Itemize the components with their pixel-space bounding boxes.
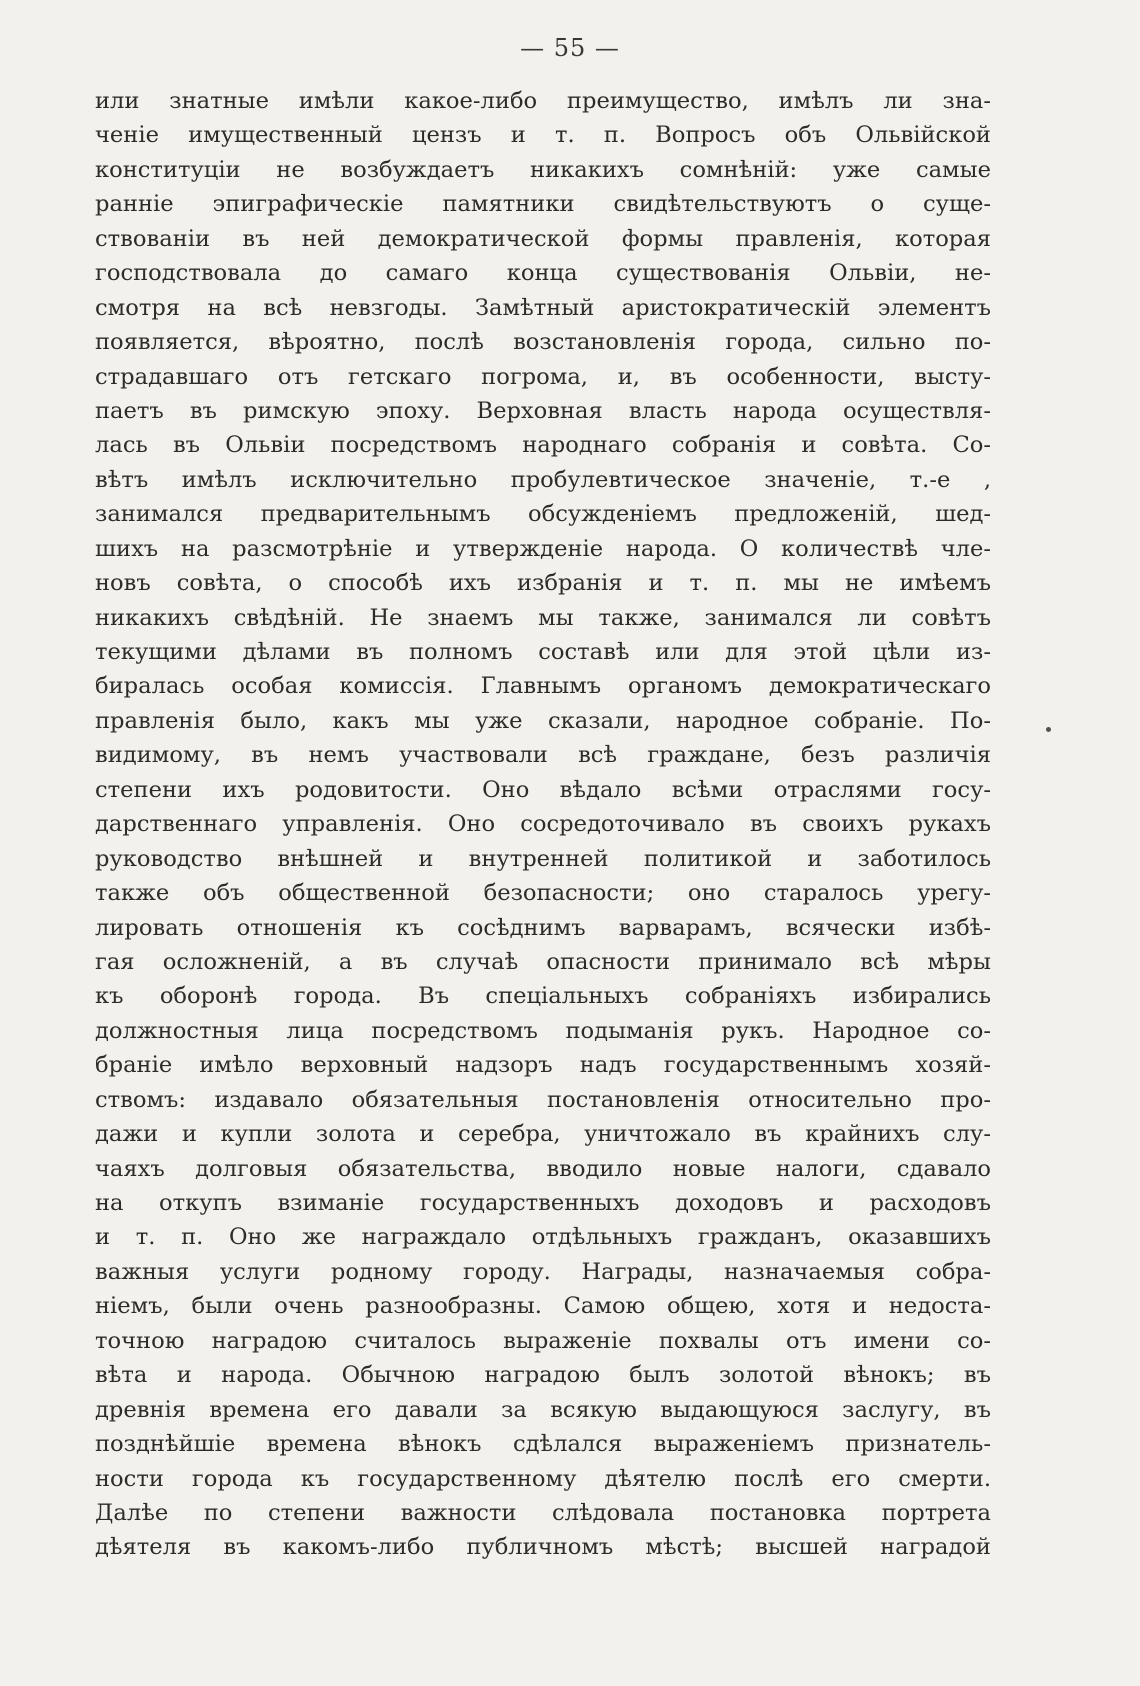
text-line: также объ общественной безопасности; оно старалось урегу-	[95, 880, 991, 907]
text-line: должностныя лица посредствомъ подыманія рукъ. Народное со-	[95, 1017, 991, 1044]
text-line: никакихъ свѣдѣній. Не знаемъ мы также, занимался ли совѣтъ	[95, 604, 991, 631]
text-line: видимому, въ немъ участвовали всѣ граждане, безъ различія	[95, 742, 991, 769]
text-line: вѣтъ имѣлъ исключительно пробулевтическое значеніе, т.-е ,	[95, 466, 991, 493]
text-line: лась въ Ольвіи посредствомъ народнаго собранія и совѣта. Со-	[95, 432, 991, 459]
text-line: позднѣйшіе времена вѣнокъ сдѣлался выраженіемъ признатель-	[95, 1431, 991, 1458]
text-line: Далѣе по степени важности слѣдовала постановка портрета	[95, 1499, 991, 1526]
text-line: или знатные имѣли какое-либо преимущество, имѣлъ ли зна-	[95, 88, 991, 114]
text-line: руководство внѣшней и внутренней политикой и заботилось	[95, 845, 991, 872]
text-line: страдавшаго отъ гетскаго погрома, и, въ особенности, высту-	[95, 363, 991, 390]
text-line: ранніе эпиграфическіе памятники свидѣтельствуютъ о суще-	[95, 191, 991, 218]
text-line: конституціи не возбуждаетъ никакихъ сомнѣній: уже самые	[95, 156, 991, 183]
text-line: ствованіи въ ней демократической формы правленія, которая	[95, 225, 991, 252]
text-line: шихъ на разсмотрѣніе и утвержденіе народа. О количествѣ чле-	[95, 535, 991, 562]
text-line: ніемъ, были очень разнообразны. Самою общею, хотя и недоста-	[95, 1293, 991, 1320]
text-line: на откупъ взиманіе государственныхъ доходовъ и расходовъ	[95, 1190, 991, 1216]
text-line: ности города къ государственному дѣятелю послѣ его смерти.	[95, 1465, 991, 1492]
text-line: важныя услуги родному городу. Награды, назначаемыя собра-	[95, 1258, 991, 1285]
text-line: дѣятеля въ какомъ-либо публичномъ мѣстѣ; высшей наградой	[95, 1534, 991, 1561]
text-line: гая осложненій, а въ случаѣ опасности принимало всѣ мѣры	[95, 948, 991, 975]
body-text	[95, 84, 991, 1565]
text-line: браніе имѣло верховный надзоръ надъ государственнымъ хозяй-	[95, 1052, 991, 1079]
text-line: дажи и купли золота и серебра, уничтожало въ крайнихъ слу-	[95, 1121, 991, 1148]
margin-speck	[1046, 727, 1051, 732]
text-line: занимался предварительнымъ обсужденіемъ предложеній, шед-	[95, 501, 991, 528]
text-line: чаяхъ долговыя обязательства, вводило новые налоги, сдавало	[95, 1155, 991, 1182]
text-line: лировать отношенія къ сосѣднимъ варварамъ, всячески избѣ-	[95, 914, 991, 941]
text-line: появляется, вѣроятно, послѣ возстановленія города, сильно по-	[95, 329, 991, 356]
text-line: къ оборонѣ города. Въ спеціальныхъ собраніяхъ избирались	[95, 983, 991, 1010]
text-line: смотря на всѣ невзгоды. Замѣтный аристократическій элементъ	[95, 294, 991, 321]
text-line: господствовала до самаго конца существованія Ольвіи, не-	[95, 260, 991, 287]
text-line: правленія было, какъ мы уже сказали, народное собраніе. По-	[95, 707, 991, 734]
text-line: вѣта и народа. Обычною наградою былъ золотой вѣнокъ; въ	[95, 1362, 991, 1389]
text-line: и т. п. Оно же награждало отдѣльныхъ гражданъ, оказавшихъ	[95, 1224, 991, 1251]
text-line: древнія времена его давали за всякую выдающуюся заслугу, въ	[95, 1396, 991, 1423]
text-line: новъ совѣта, о способѣ ихъ избранія и т. п. мы не имѣемъ	[95, 570, 991, 597]
text-line: дарственнаго управленія. Оно сосредоточивало въ своихъ рукахъ	[95, 811, 991, 838]
page-number: — 55 —	[520, 34, 620, 62]
text-line: текущими дѣлами въ полномъ составѣ или для этой цѣли из-	[95, 639, 991, 665]
text-line: степени ихъ родовитости. Оно вѣдало всѣми отраслями госу-	[95, 776, 991, 803]
text-line: биралась особая комиссія. Главнымъ органомъ демократическаго	[95, 673, 991, 700]
text-line: паетъ въ римскую эпоху. Верховная власть народа осуществля-	[95, 397, 991, 424]
text-line: точною наградою считалось выраженіе похвалы отъ имени со-	[95, 1327, 991, 1354]
text-line: ствомъ: издавало обязательныя постановленія относительно про-	[95, 1086, 991, 1113]
text-line: ченіе имущественный цензъ и т. п. Вопросъ объ Ольвійской	[95, 122, 991, 149]
